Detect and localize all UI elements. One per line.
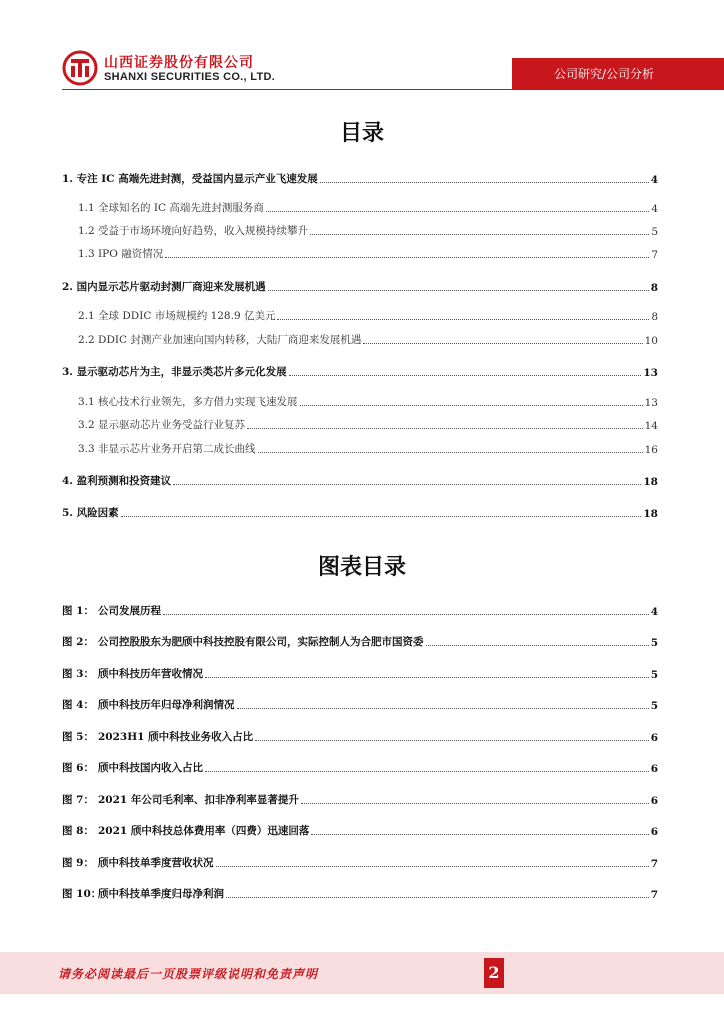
leader-dots xyxy=(247,427,643,429)
page-header xyxy=(0,0,724,100)
figure-number: 图 10： xyxy=(62,888,102,900)
figure-page: 5 xyxy=(650,669,658,681)
figure-label: 公司控股股东为肥颀中科技控股有限公司，实际控制人为合肥市国资委 xyxy=(98,636,424,648)
toc-entry[interactable] xyxy=(62,472,658,488)
figures-title: 图表目录 xyxy=(317,555,406,580)
leader-dots xyxy=(266,210,649,212)
leader-dots xyxy=(300,404,643,406)
header-divider xyxy=(62,89,512,90)
leader-dots xyxy=(289,374,642,376)
figure-page: 7 xyxy=(650,858,658,870)
leader-dots xyxy=(205,770,649,772)
toc-entry-label: 1.2 受益于市场环境向好趋势，收入规模持续攀升 xyxy=(78,225,309,237)
leader-dots xyxy=(311,833,648,835)
toc-entry-label: 1.1 全球知名的 IC 高端先进封测服务商 xyxy=(78,202,264,214)
toc-entry-label: 3. 显示驱动芯片为主，非显示类芯片多元化发展 xyxy=(62,366,287,378)
toc-entry[interactable] xyxy=(62,440,658,456)
leader-dots xyxy=(310,233,649,235)
toc-entry[interactable] xyxy=(62,504,658,520)
figure-page: 6 xyxy=(650,795,658,807)
figure-entry[interactable] xyxy=(62,791,658,807)
toc-entry[interactable] xyxy=(62,393,658,409)
figure-page: 5 xyxy=(650,700,658,712)
toc-entry-label: 2.2 DDIC 封测产业加速向国内转移，大陆厂商迎来发展机遇 xyxy=(78,334,362,346)
toc-entry-label: 5. 风险因素 xyxy=(62,507,119,519)
toc-entry-label: 3.3 非显示芯片业务开启第二成长曲线 xyxy=(78,443,256,455)
figure-label: 颀中科技单季度归母净利润 xyxy=(98,888,224,900)
figure-number: 图 7： xyxy=(62,794,94,806)
company-name-cn: 山西证券股份有限公司 xyxy=(104,55,254,71)
toc-entry[interactable] xyxy=(62,245,658,261)
toc-entry-page: 8 xyxy=(651,311,658,323)
figure-label: 颀中科技历年归母净利润情况 xyxy=(98,699,235,711)
toc-entry[interactable] xyxy=(62,278,658,294)
toc-title: 目录 xyxy=(339,121,384,146)
toc-entry-page: 16 xyxy=(644,444,658,456)
figure-label: 2021 年公司毛利率、扣非净利率显著提升 xyxy=(98,794,299,806)
leader-dots xyxy=(121,515,642,517)
page-footer xyxy=(0,952,724,994)
figure-label: 颀中科技国内收入占比 xyxy=(98,762,203,774)
toc-entry-page: 13 xyxy=(644,397,658,409)
toc-entry-page: 7 xyxy=(651,249,658,261)
leader-dots xyxy=(163,613,649,615)
figure-number: 图 6： xyxy=(62,762,94,774)
figure-page: 4 xyxy=(650,606,658,618)
leader-dots xyxy=(268,289,649,291)
toc-entry-page: 4 xyxy=(651,203,658,215)
company-name-en: SHANXI SECURITIES CO., LTD. xyxy=(104,71,276,83)
toc-entry[interactable] xyxy=(62,363,658,379)
leader-dots xyxy=(255,739,649,741)
leader-dots xyxy=(426,644,649,646)
disclaimer-notice: 请务必阅读最后一页股票评级说明和免责声明 xyxy=(58,967,319,981)
leader-dots xyxy=(173,483,641,485)
toc-entry-label: 1.3 IPO 融资情况 xyxy=(78,248,164,260)
toc-entry-page: 14 xyxy=(644,420,658,432)
toc-entry[interactable] xyxy=(62,222,658,238)
figure-number: 图 5： xyxy=(62,731,94,743)
toc-entry-page: 18 xyxy=(643,476,658,488)
figure-entry[interactable] xyxy=(62,885,658,901)
leader-dots xyxy=(165,256,649,258)
figure-number: 图 4： xyxy=(62,699,94,711)
figure-label: 2021 颀中科技总体费用率（四费）迅速回落 xyxy=(98,825,310,837)
toc-entry-label: 2. 国内显示芯片驱动封测厂商迎来发展机遇 xyxy=(62,281,266,293)
toc-entry-page: 8 xyxy=(650,282,658,294)
leader-dots xyxy=(320,181,649,183)
figure-number: 图 2： xyxy=(62,636,94,648)
toc-entry-page: 13 xyxy=(643,367,658,379)
figure-label: 2023H1 颀中科技业务收入占比 xyxy=(98,731,254,743)
toc-entry-label: 2.1 全球 DDIC 市场规模约 128.9 亿美元 xyxy=(78,310,276,322)
figure-entry[interactable] xyxy=(62,854,658,870)
leader-dots xyxy=(363,342,642,344)
company-logo-icon xyxy=(62,50,98,86)
figure-entry[interactable] xyxy=(62,633,658,649)
figure-page: 6 xyxy=(650,826,658,838)
figure-label: 颀中科技历年营收情况 xyxy=(98,668,203,680)
figure-entry[interactable] xyxy=(62,822,658,838)
figure-number: 图 8： xyxy=(62,825,94,837)
toc-entry[interactable] xyxy=(62,416,658,432)
figure-page: 5 xyxy=(650,637,658,649)
figure-label: 公司发展历程 xyxy=(98,605,161,617)
page-number: 2 xyxy=(484,958,504,988)
toc-entry-label: 4. 盈利预测和投资建议 xyxy=(62,475,172,487)
toc-entry-page: 5 xyxy=(651,226,658,238)
toc-entry[interactable] xyxy=(62,307,658,323)
leader-dots xyxy=(237,707,649,709)
toc-entry-label: 3.1 核心技术行业领先，多方借力实现飞速发展 xyxy=(78,396,298,408)
toc-entry-page: 4 xyxy=(650,174,658,186)
figure-entry[interactable] xyxy=(62,728,658,744)
leader-dots xyxy=(258,451,643,453)
toc-entry[interactable] xyxy=(62,170,658,186)
figure-page: 6 xyxy=(650,763,658,775)
leader-dots xyxy=(301,802,649,804)
figure-entry[interactable] xyxy=(62,696,658,712)
figure-entry[interactable] xyxy=(62,602,658,618)
toc-entry[interactable] xyxy=(62,331,658,347)
figure-page: 7 xyxy=(650,889,658,901)
figure-number: 图 3： xyxy=(62,668,94,680)
figure-label: 颀中科技单季度营收状况 xyxy=(98,857,214,869)
figure-entry[interactable] xyxy=(62,665,658,681)
figure-entry[interactable] xyxy=(62,759,658,775)
leader-dots xyxy=(216,865,649,867)
report-category-tag: 公司研究/公司分析 xyxy=(512,58,724,90)
figure-number: 图 9： xyxy=(62,857,94,869)
toc-entry-page: 18 xyxy=(643,508,658,520)
leader-dots xyxy=(205,676,649,678)
toc-entry-label: 3.2 显示驱动芯片业务受益行业复苏 xyxy=(78,419,246,431)
leader-dots xyxy=(226,896,649,898)
toc-entry-label: 1. 专注 IC 高端先进封测，受益国内显示产业飞速发展 xyxy=(62,173,318,185)
figure-number: 图 1： xyxy=(62,605,94,617)
figure-page: 6 xyxy=(650,732,658,744)
toc-entry-page: 10 xyxy=(644,335,658,347)
leader-dots xyxy=(277,318,649,320)
toc-entry[interactable] xyxy=(62,199,658,215)
